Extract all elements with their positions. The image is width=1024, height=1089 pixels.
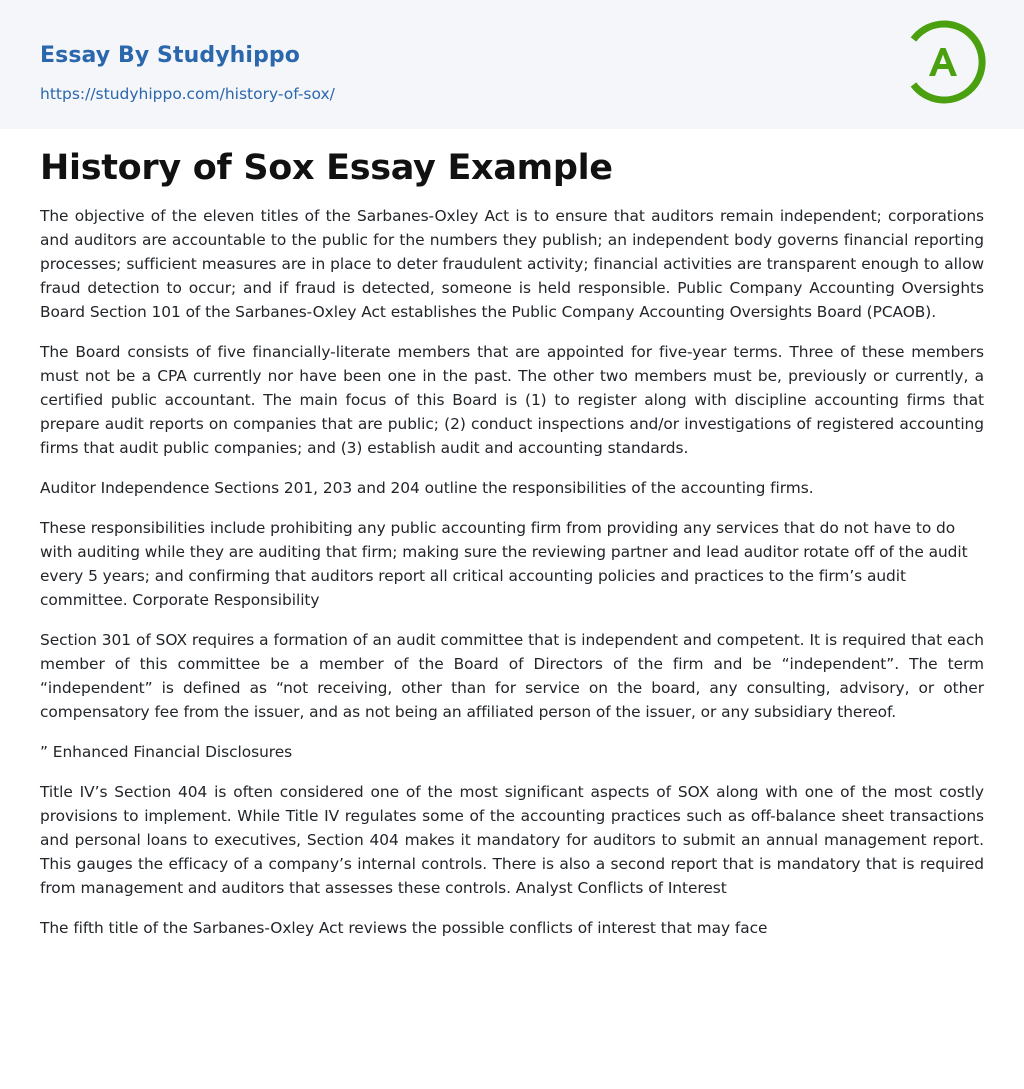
logo-circle-a-icon (898, 17, 988, 107)
article-url-link[interactable]: https://studyhippo.com/history-of-sox/ (40, 85, 335, 103)
page-title: History of Sox Essay Example (40, 148, 613, 188)
paragraph-fifth-title: The fifth title of the Sarbanes-Oxley Act reviews the possible conflicts of interest that may face (40, 919, 768, 937)
paragraph-responsibilities: These responsibilities include prohibiting any public accounting firm from providing any services that do not have to do with auditing while they are auditing that firm; making sure the reviewing partner and lead auditor rotate off of the audit every 5 years; and confirming that auditors report all critical accounting policies and practices to the firm’s audit committee. Corporate Responsibility (40, 519, 968, 609)
paragraph-enhanced-disclosures: ” Enhanced Financial Disclosures (40, 743, 293, 761)
site-header (0, 0, 1024, 129)
paragraph-section-301: Section 301 of SOX requires a formation of an audit committee that is independent and competent. It is required that each member of this committee be a member of the Board of Directors of the firm and be “independent”. The term “independent” is defined as “not receiving, other than for service on the board, any consulting, advisory, or other compensatory fee from the issuer, and as not being an affiliated person of the issuer, or any subsidiary thereof. (40, 631, 984, 721)
studyhippo-logo-icon[interactable] (898, 17, 988, 107)
paragraph-intro: The objective of the eleven titles of the Sarbanes-Oxley Act is to ensure that auditors remain independent; corporations and auditors are accountable to the public for the numbers they publish; an independent body governs financial reporting processes; sufficient measures are in place to deter fraudulent activity; financial activities are transparent enough to allow fraud detection to occur; and if fraud is detected, someone is held responsible. Public Company Accounting Oversights Board Section 101 of the Sarbanes-Oxley Act establishes the Public Company Accounting Oversights Board (PCAOB). (40, 207, 984, 321)
brand-title: Essay By Studyhippo (40, 43, 300, 68)
paragraph-auditor-independence: Auditor Independence Sections 201, 203 and 204 outline the responsibilities of the accounting firms. (40, 479, 814, 497)
paragraph-board: The Board consists of five financially-literate members that are appointed for five-year terms. Three of these members must not be a CPA currently nor have been one in the past. The other two members must be, previously or currently, a certified public accountant. The main focus of this Board is (1) to register along with discipline accounting firms that prepare audit reports on companies that are public; (2) conduct inspections and/or investigations of registered accounting firms that audit public companies; and (3) establish audit and accounting standards. (40, 343, 984, 457)
article (0, 129, 1024, 940)
paragraph-section-404: Title IV’s Section 404 is often considered one of the most significant aspects of SOX along with one of the most costly provisions to implement. While Title IV regulates some of the accounting practices such as off-balance sheet transactions and personal loans to executives, Section 404 makes it mandatory for auditors to submit an annual management report. This gauges the efficacy of a company’s internal controls. There is also a second report that is mandatory that is required from management and auditors that assesses these controls. Analyst Conflicts of Interest (40, 783, 984, 897)
